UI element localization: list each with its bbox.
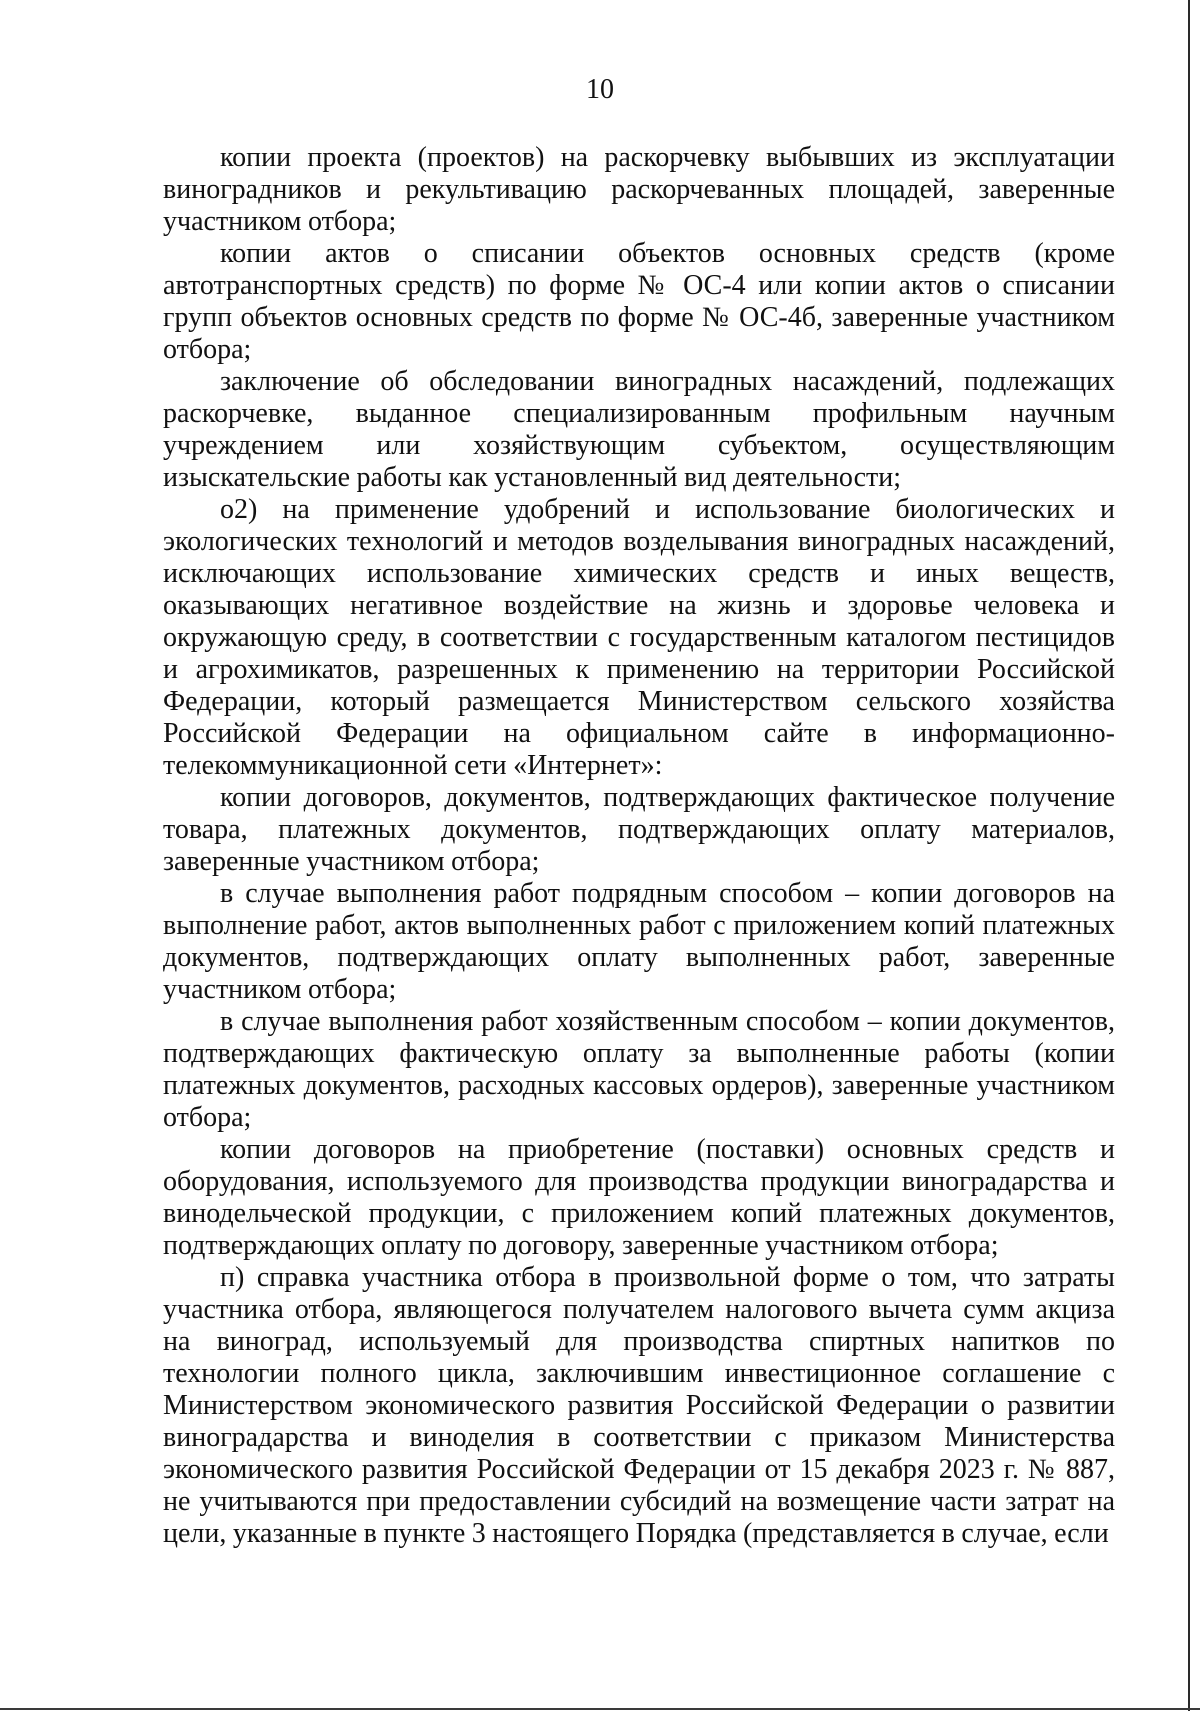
paragraph-inspection-conclusion: заключение об обследовании виноградных насаждений, подлежащих раскорчевке, выданное специализированным профильным научным учреждением или хозяйствующим субъектом, осуществляющим изыскательские работы как установленный вид деятельности; [163,366,1115,493]
paragraph-fertilizers-o2: о2) на применение удобрений и использование биологических и экологических технологий и методов возделывания виноградных насаждений, исключающих использование химических средств и иных веществ, оказывающих негативное воздействие на жизнь и здоровье человека и окружающую среду, в соответствии с государственным каталогом пестицидов и агрохимикатов, разрешенных к применению на территории Российской Федерации, который размещается Министерством сельского хозяйства Российской Федерации на официальном сайте в информационно-телекоммуникационной сети «Интернет»: [163,494,1115,781]
scan-edge-bottom [0,1708,1200,1710]
document-body [163,142,1115,1550]
paragraph-certificate-p: п) справка участника отбора в произвольной форме о том, что затраты участника отбора, являющегося получателем налогового вычета сумм акциза на виноград, используемый для производства спиртных напитков по технологии полного цикла, заключившим инвестиционное соглашение с Министерством экономического развития Российской Федерации о развитии виноградарства и виноделия в соответствии с приказом Министерства экономического развития Российской Федерации от 15 декабря 2023 г. № 887, не учитываются при предоставлении субсидий на возмещение части затрат на цели, указанные в пункте 3 настоящего Порядка (представляется в случае, если [163,1262,1115,1549]
paragraph-contractor-method: в случае выполнения работ подрядным способом – копии договоров на выполнение работ, актов выполненных работ с приложением копий платежных документов, подтверждающих оплату выполненных работ, заверенные участником отбора; [163,878,1115,1005]
paragraph-equipment-contracts: копии договоров на приобретение (поставки) основных средств и оборудования, используемого для производства продукции виноградарства и винодельческой продукции, с приложением копий платежных документов, подтверждающих оплату по договору, заверенные участником отбора; [163,1134,1115,1261]
page-number: 10 [586,74,614,105]
paragraph-write-off-acts: копии актов о списании объектов основных средств (кроме автотранспортных средств) по форме № ОС-4 или копии актов о списании групп объектов основных средств по форме № ОС-4б, заверенные участником отбора; [163,238,1115,365]
scan-edge-right [1188,0,1190,1711]
paragraph-contract-copies: копии договоров, документов, подтверждающих фактическое получение товара, платежных документов, подтверждающих оплату материалов, заверенные участником отбора; [163,782,1115,877]
paragraph-project-copies: копии проекта (проектов) на раскорчевку выбывших из эксплуатации виноградников и рекультивацию раскорчеванных площадей, заверенные участником отбора; [163,142,1115,237]
paragraph-own-method: в случае выполнения работ хозяйственным способом – копии документов, подтверждающих фактическую оплату за выполненные работы (копии платежных документов, расходных кассовых ордеров), заверенные участником отбора; [163,1006,1115,1133]
